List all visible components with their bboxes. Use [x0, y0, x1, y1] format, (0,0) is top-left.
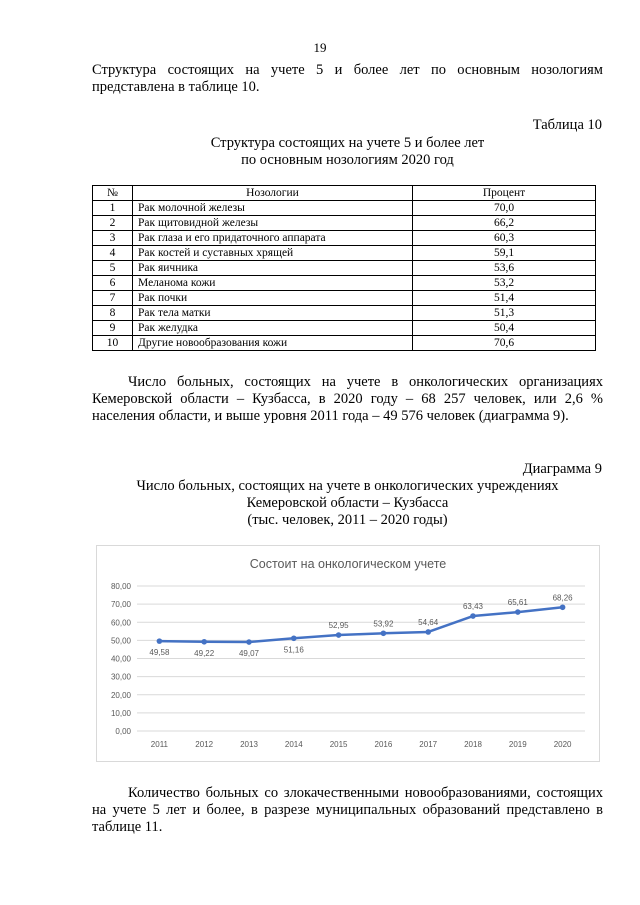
row-percent: 70,6 — [413, 336, 596, 351]
row-percent: 53,6 — [413, 261, 596, 276]
chart-frame — [96, 545, 600, 762]
row-percent: 51,3 — [413, 306, 596, 321]
row-number: 7 — [93, 291, 133, 306]
data-point — [291, 635, 297, 641]
data-label: 52,95 — [328, 621, 349, 631]
patients-paragraph: Число больных, состоящих на учете в онкологических организациях Кемеровской области – Кузбасса, в 2020 году – 68 257 человек, или 2,6 % населения области, и выше уровня 2011 года – 49 576 человек (диаграмма 9). — [92, 374, 603, 424]
row-nosology: Рак костей и суставных хрящей — [133, 246, 413, 261]
table-row — [93, 216, 596, 231]
row-number: 10 — [93, 336, 133, 351]
data-label: 54,64 — [418, 617, 439, 627]
table-row — [93, 261, 596, 276]
diagram-label: Диаграмма 9 — [522, 461, 602, 477]
data-label: 63,43 — [462, 602, 484, 612]
table-row — [93, 336, 596, 351]
data-point — [246, 639, 252, 645]
row-number: 6 — [93, 276, 133, 291]
row-number: 4 — [93, 246, 133, 261]
y-tick-label: 10,00 — [110, 708, 131, 718]
table-row — [93, 321, 596, 336]
data-point — [201, 639, 207, 645]
nosology-table — [92, 185, 596, 351]
x-tick-label: 2017 — [419, 740, 438, 749]
x-tick-label: 2015 — [329, 740, 348, 749]
y-tick-label: 0,00 — [115, 727, 131, 736]
table-row — [93, 246, 596, 261]
row-number: 1 — [93, 201, 133, 216]
x-tick-label: 2011 — [150, 740, 169, 749]
y-tick-label: 40,00 — [110, 654, 131, 664]
table-row — [93, 306, 596, 321]
row-number: 5 — [93, 261, 133, 276]
data-point — [515, 609, 521, 615]
data-label: 51,16 — [283, 645, 304, 655]
row-percent: 59,1 — [413, 246, 596, 261]
row-nosology: Рак тела матки — [133, 306, 413, 321]
closing-paragraph: Количество больных со злокачественными новообразованиями, состоящих на учете 5 лет и более, в разрезе муниципальных образований представлено в таблице 11. — [92, 785, 603, 835]
row-percent: 70,0 — [413, 201, 596, 216]
data-point — [157, 638, 163, 644]
row-nosology: Рак щитовидной железы — [133, 216, 413, 231]
data-point — [336, 632, 342, 638]
x-tick-label: 2020 — [553, 740, 572, 749]
chart-title: Состоит на онкологическом учете — [249, 557, 447, 571]
x-tick-label: 2018 — [464, 740, 482, 749]
table-row — [93, 276, 596, 291]
row-number: 9 — [93, 321, 133, 336]
row-percent: 50,4 — [413, 321, 596, 336]
x-tick-label: 2014 — [284, 740, 303, 749]
data-point — [425, 629, 431, 635]
diagram-caption-line-2: Кемеровской области – Кузбасса — [246, 495, 449, 511]
header-number: № — [93, 186, 133, 201]
y-tick-label: 80,00 — [110, 582, 131, 591]
row-nosology: Другие новообразования кожи — [133, 336, 413, 351]
y-tick-label: 30,00 — [110, 672, 131, 682]
y-tick-label: 70,00 — [110, 600, 131, 610]
data-label: 49,07 — [238, 649, 260, 659]
y-tick-label: 60,00 — [110, 618, 131, 628]
series-line — [159, 607, 562, 642]
row-percent: 51,4 — [413, 291, 596, 306]
page-number: 19 — [313, 40, 327, 55]
row-nosology: Меланома кожи — [133, 276, 413, 291]
data-label: 53,92 — [373, 619, 394, 629]
x-tick-label: 2019 — [508, 740, 527, 749]
row-number: 3 — [93, 231, 133, 246]
row-nosology: Рак яичника — [133, 261, 413, 276]
row-nosology: Рак молочной железы — [133, 201, 413, 216]
y-tick-label: 50,00 — [110, 636, 131, 646]
x-tick-label: 2012 — [195, 740, 214, 749]
data-label: 65,61 — [507, 598, 528, 608]
row-percent: 53,2 — [413, 276, 596, 291]
row-nosology: Рак желудка — [133, 321, 413, 336]
row-percent: 60,3 — [413, 231, 596, 246]
table-row — [93, 231, 596, 246]
header-nosology: Нозологии — [133, 186, 413, 201]
header-percent: Процент — [413, 186, 596, 201]
x-tick-label: 2016 — [374, 740, 393, 749]
x-tick-label: 2013 — [240, 740, 258, 749]
data-point — [470, 613, 476, 619]
diagram-caption-line-1: Число больных, состоящих на учете в онкологических учреждениях — [136, 478, 559, 494]
row-number: 8 — [93, 306, 133, 321]
intro-paragraph: Структура состоящих на учете 5 и более лет по основным нозологиям представлена в таблице 10. — [92, 62, 603, 95]
diagram-caption-line-3: (тыс. человек, 2011 – 2020 годы) — [247, 512, 448, 528]
table-header-row — [93, 186, 596, 201]
line-chart — [97, 546, 599, 761]
data-point — [560, 604, 566, 610]
table-caption-line-1: Структура состоящих на учете 5 и более лет — [210, 135, 485, 151]
row-number: 2 — [93, 216, 133, 231]
table-row — [93, 291, 596, 306]
data-label: 68,26 — [552, 593, 573, 603]
table-caption-line-2: по основным нозологиям 2020 год — [241, 152, 454, 168]
table-row — [93, 201, 596, 216]
row-nosology: Рак почки — [133, 291, 413, 306]
y-tick-label: 20,00 — [110, 690, 131, 700]
table-label: Таблица 10 — [532, 117, 602, 133]
data-label: 49,58 — [149, 648, 170, 658]
row-percent: 66,2 — [413, 216, 596, 231]
row-nosology: Рак глаза и его придаточного аппарата — [133, 231, 413, 246]
data-point — [381, 630, 387, 636]
data-label: 49,22 — [194, 648, 215, 658]
